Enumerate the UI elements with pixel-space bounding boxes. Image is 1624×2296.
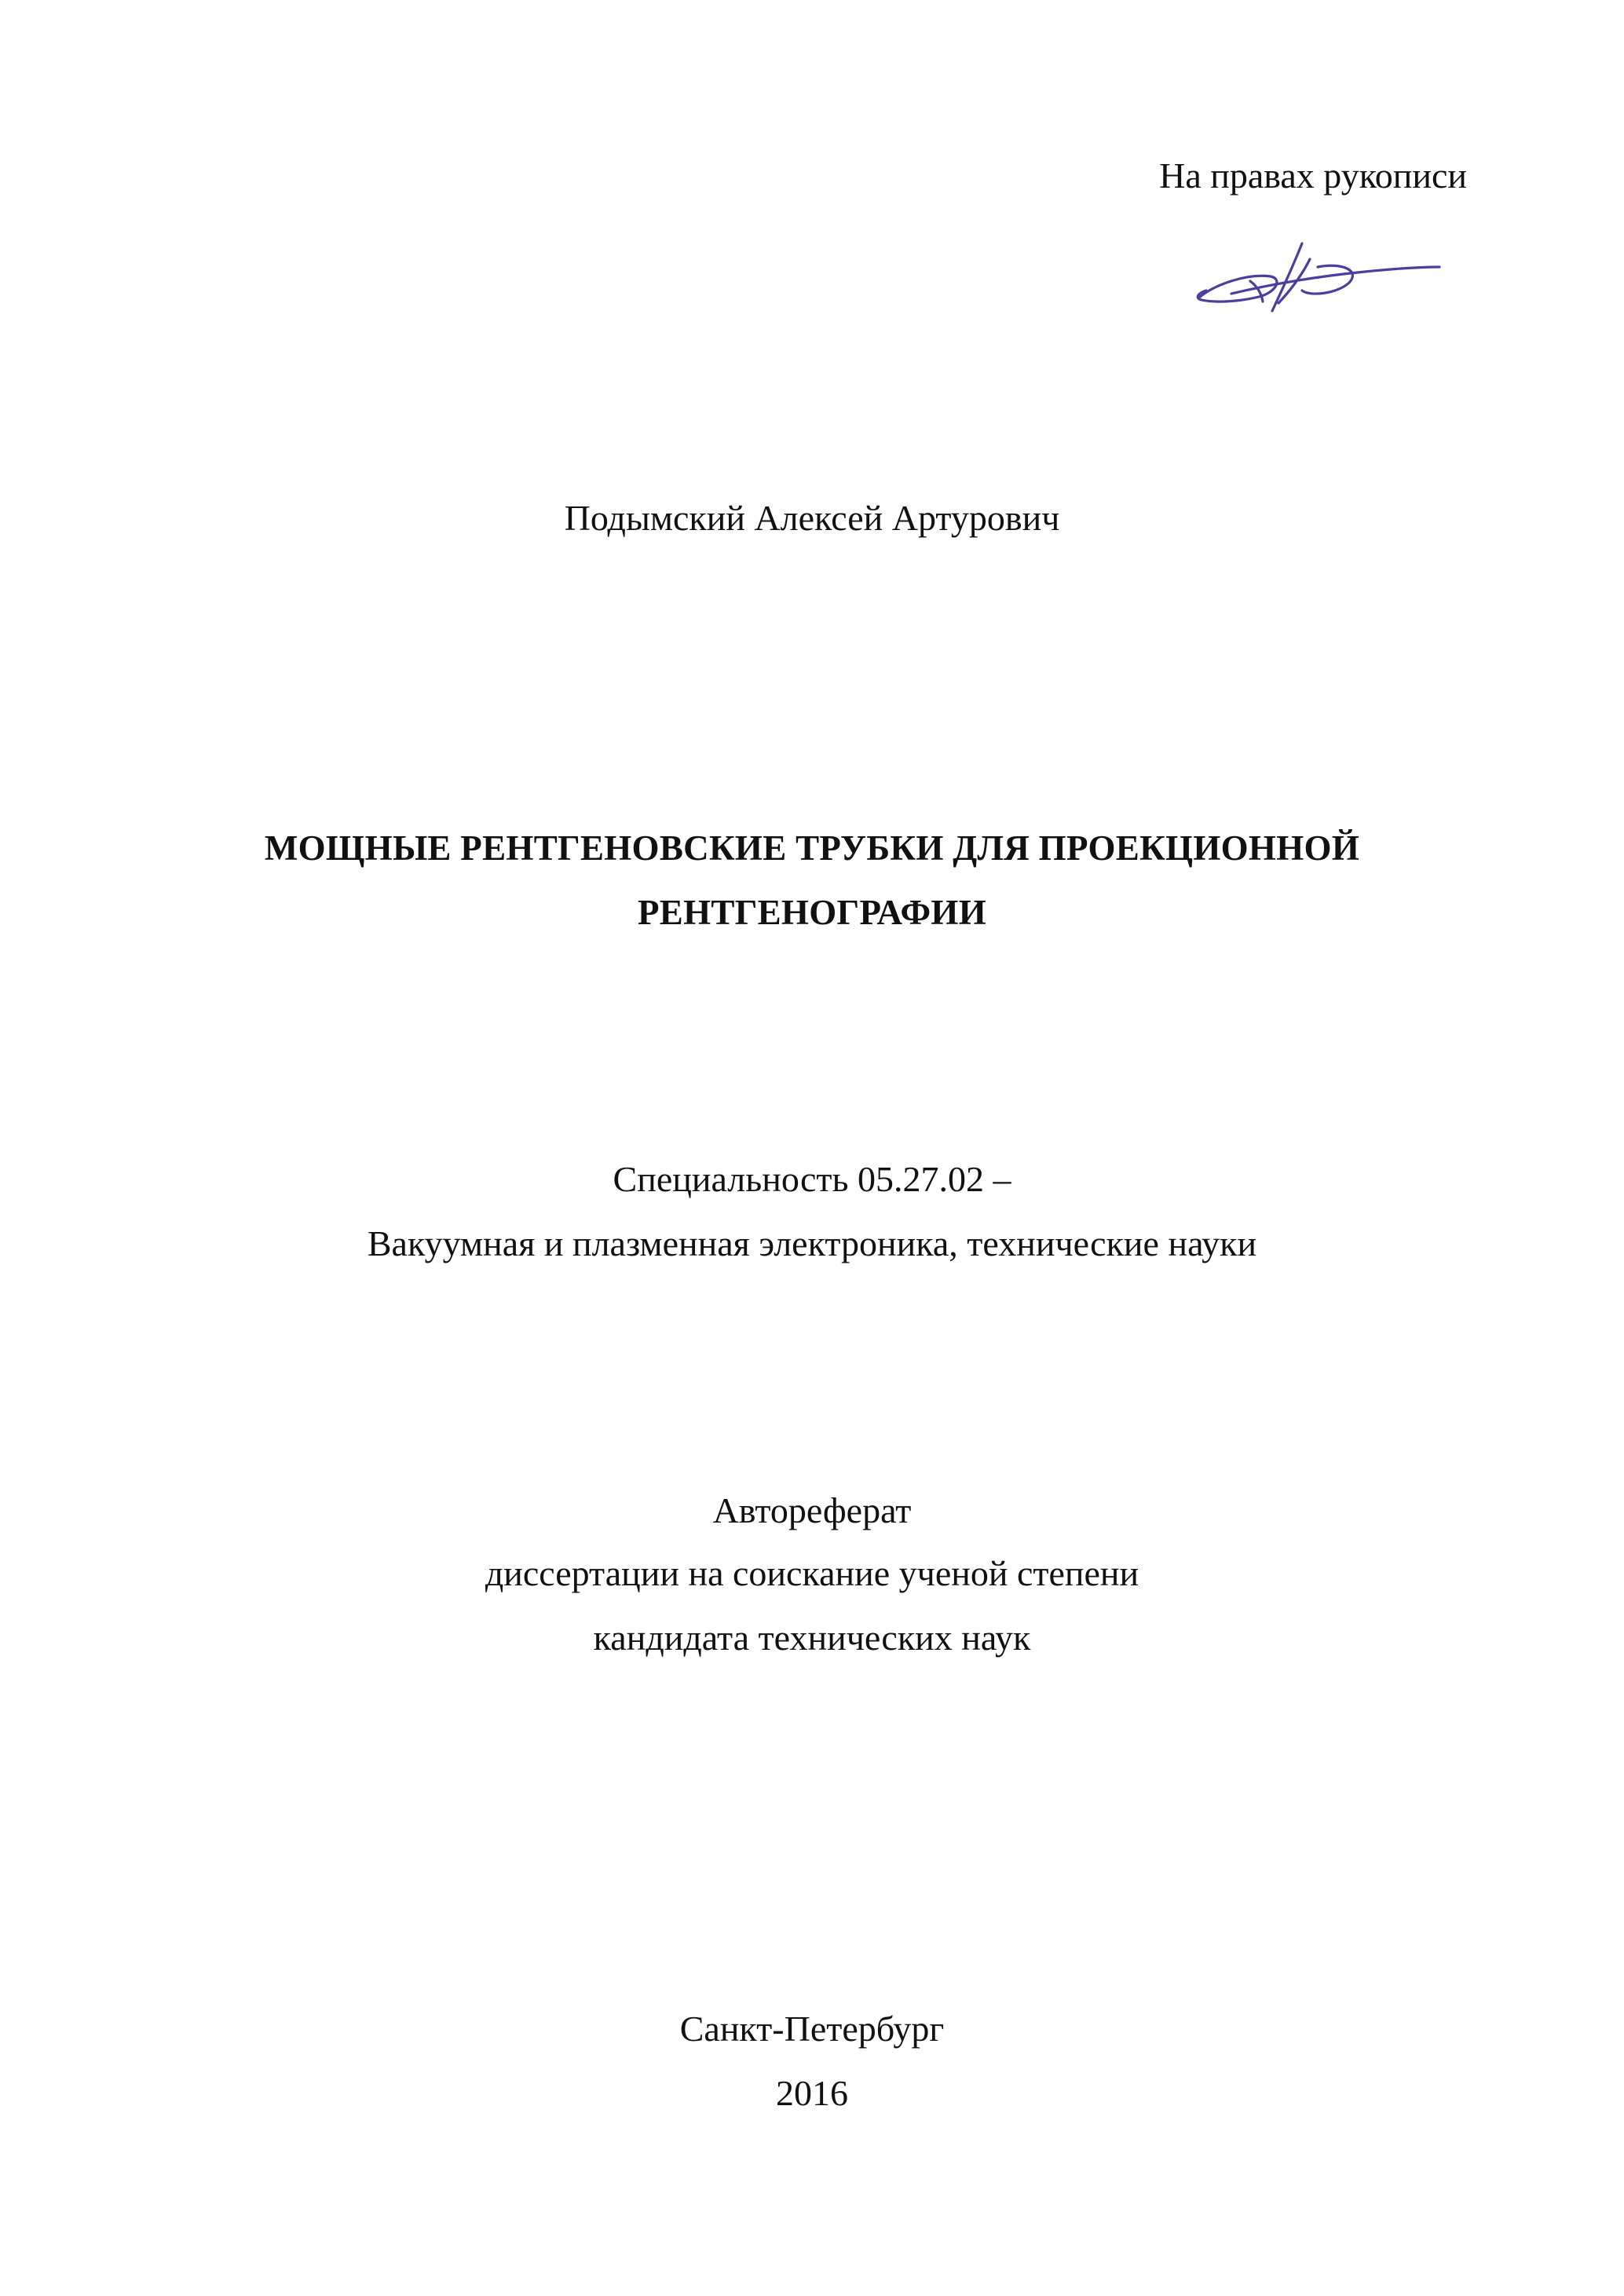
year: 2016 [776,2073,848,2113]
city: Санкт-Петербург [679,2009,945,2049]
signature-icon [1184,236,1443,322]
manuscript-note: На правах рукописи [1159,155,1467,196]
thesis-title-line-1: МОЩНЫЕ РЕНТГЕНОВСКИЕ ТРУБКИ ДЛЯ ПРОЕКЦИОННОЙ [264,828,1360,868]
specialty-code: Специальность 05.27.02 – [613,1159,1011,1199]
abstract-label: Автореферат [712,1490,912,1530]
thesis-title-line-2: РЕНТГЕНОГРАФИИ [637,893,987,932]
specialty-name: Вакуумная и плазменная электроника, технические науки [367,1223,1257,1263]
abstract-degree: кандидата технических наук [593,1618,1031,1658]
author-name: Подымский Алексей Артурович [564,498,1060,538]
abstract-purpose: диссертации на соискание ученой степени [485,1553,1139,1593]
